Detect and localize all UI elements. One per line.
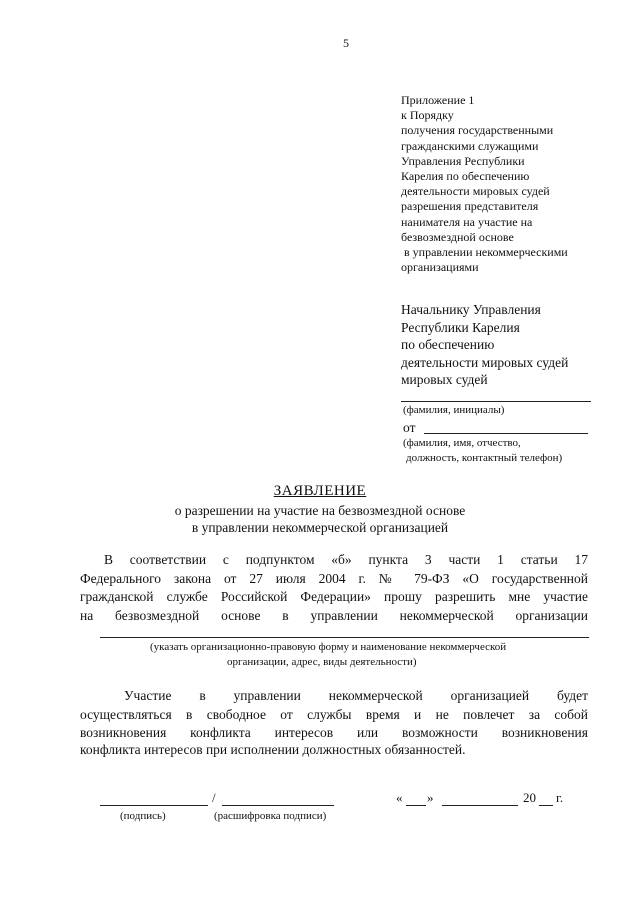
signature-separator: / bbox=[212, 790, 216, 805]
signature-field-line[interactable] bbox=[100, 805, 208, 806]
signature-decode-field-line[interactable] bbox=[222, 805, 334, 806]
addressee-block bbox=[401, 301, 568, 389]
statement-title: ЗАЯВЛЕНИЕ bbox=[273, 483, 367, 499]
appendix-line: организациями bbox=[401, 260, 479, 275]
appendix-line: Карелия по обеспечению bbox=[401, 169, 530, 184]
appendix-line: Управления Республики bbox=[401, 153, 525, 168]
date-year-field-line[interactable] bbox=[539, 805, 553, 806]
paragraph-line: Участие в управлении некоммерческой организацией будет bbox=[124, 688, 588, 703]
appendix-line: разрешения представителя bbox=[401, 199, 539, 214]
appendix-line: в управлении некоммерческими bbox=[401, 245, 568, 260]
statement-subtitle-1: о разрешении на участие на безвозмездной основе bbox=[174, 503, 466, 518]
conditions-paragraph bbox=[80, 687, 588, 743]
date-year-suffix: г. bbox=[556, 790, 564, 805]
organization-caption-2: организации, адрес, виды деятельности) bbox=[227, 656, 417, 668]
addressee-line: Начальнику Управления bbox=[401, 302, 541, 317]
paragraph-last-line: конфликта интересов при исполнении должностных обязанностей. bbox=[80, 742, 466, 757]
addressee-line: деятельности мировых судей bbox=[401, 354, 569, 370]
from-label: от bbox=[403, 420, 416, 435]
addressee-line: мировых судей bbox=[401, 372, 488, 387]
date-open-quote: « bbox=[396, 790, 403, 805]
organization-field-line[interactable] bbox=[100, 637, 589, 638]
paragraph-line: Федерального закона от 27 июля 2004 г. № 79-ФЗ «О государственной bbox=[80, 570, 588, 586]
date-day-field-line[interactable] bbox=[406, 805, 426, 806]
paragraph-line: на безвозмездной основе в управлении некоммерческой организации bbox=[80, 607, 588, 623]
paragraph-line: осуществляться в свободное от службы время и не повлечет за собой bbox=[80, 706, 588, 722]
appendix-line: деятельности мировых судей bbox=[401, 184, 550, 199]
from-field-caption-2: должность, контактный телефон) bbox=[406, 452, 563, 464]
organization-caption-1: (указать организационно-правовую форму и наименование некоммерческой bbox=[150, 641, 507, 653]
signature-caption: (подпись) bbox=[120, 810, 166, 822]
name-field-line[interactable] bbox=[401, 401, 591, 402]
appendix-line: Приложение 1 bbox=[401, 93, 475, 107]
name-field-caption: (фамилия, инициалы) bbox=[403, 404, 505, 416]
appendix-line: безвозмездной основе bbox=[401, 229, 514, 244]
appendix-line: гражданскими служащими bbox=[401, 138, 539, 153]
addressee-line: Республики Карелия bbox=[401, 319, 520, 335]
paragraph-line: гражданской службе Российской Федерации» прошу разрешить мне участие bbox=[80, 589, 588, 604]
from-field-line[interactable] bbox=[424, 433, 588, 434]
paragraph-line: возникновения конфликта интересов или возможности возникновения bbox=[80, 725, 588, 740]
addressee-line: по обеспечению bbox=[401, 337, 495, 352]
page-number: 5 bbox=[343, 36, 349, 50]
appendix-header bbox=[401, 93, 568, 275]
appendix-line: нанимателя на участие на bbox=[401, 214, 533, 229]
date-year-prefix: 20 bbox=[523, 790, 536, 805]
appendix-line: к Порядку bbox=[401, 108, 454, 123]
request-paragraph bbox=[80, 551, 588, 625]
signature-decode-caption: (расшифровка подписи) bbox=[214, 810, 327, 822]
appendix-line: получения государственными bbox=[401, 123, 554, 138]
date-close-quote: » bbox=[427, 790, 434, 805]
from-field-caption-1: (фамилия, имя, отчество, bbox=[403, 437, 521, 449]
paragraph-line: В соответствии с подпунктом «б» пункта 3 части 1 статьи 17 bbox=[104, 552, 588, 567]
date-month-field-line[interactable] bbox=[442, 805, 518, 806]
statement-subtitle-2: в управлении некоммерческой организацией bbox=[191, 520, 449, 535]
